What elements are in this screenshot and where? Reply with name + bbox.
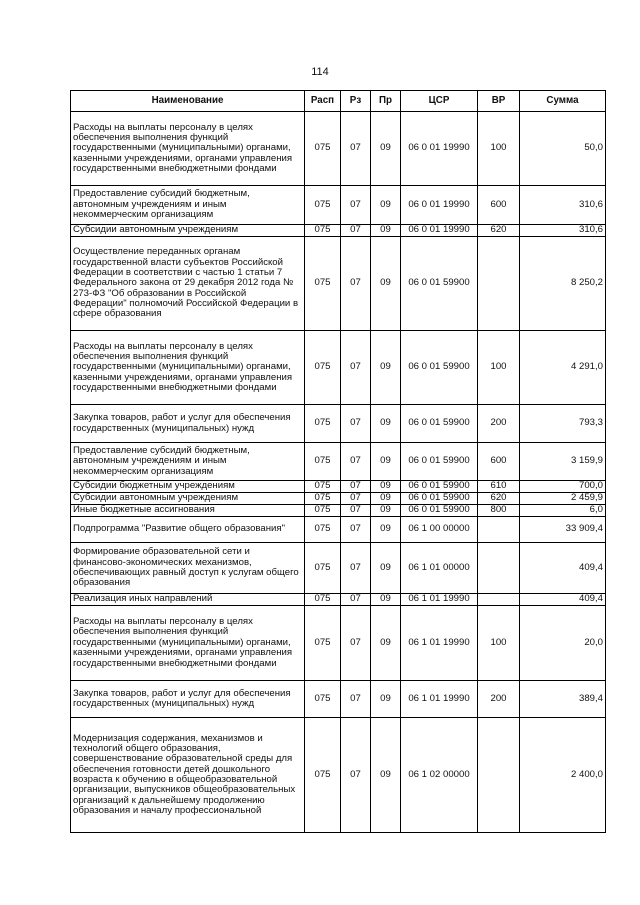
cell-rasp: 075 bbox=[305, 517, 341, 543]
cell-rasp: 075 bbox=[305, 493, 341, 505]
cell-rz: 07 bbox=[341, 493, 371, 505]
budget-table bbox=[70, 90, 606, 833]
cell-name: Субсидии автономным учреждениям bbox=[71, 225, 305, 237]
cell-rasp: 075 bbox=[305, 718, 341, 833]
cell-name: Модернизация содержания, механизмов и технологий общего образования, совершенствование образовательной среды для обеспечения готовности детей дошкольного возраста к обучению в общеобразовательной организации, выпускников общеобразовательных организаций к дальнейшему продолжению образования и началу профессиональной bbox=[71, 718, 305, 833]
cell-name: Расходы на выплаты персоналу в целях обеспечения выполнения функций государственными (муниципальными) органами, казенными учреждениями, органами управления государственными внебюджетными фондами bbox=[71, 606, 305, 681]
cell-rz: 07 bbox=[341, 481, 371, 493]
cell-sum: 409,4 bbox=[520, 594, 606, 606]
table-row bbox=[71, 718, 606, 833]
table-row bbox=[71, 225, 606, 237]
cell-pr: 09 bbox=[371, 543, 401, 594]
table-row bbox=[71, 186, 606, 225]
cell-sum: 50,0 bbox=[520, 112, 606, 186]
table-header bbox=[71, 91, 606, 112]
cell-csr: 06 0 01 59900 bbox=[401, 505, 478, 517]
table-row bbox=[71, 112, 606, 186]
cell-name: Подпрограмма "Развитие общего образования" bbox=[71, 517, 305, 543]
cell-rz: 07 bbox=[341, 405, 371, 443]
cell-rz: 07 bbox=[341, 681, 371, 718]
table-row bbox=[71, 237, 606, 331]
table-body bbox=[71, 112, 606, 833]
cell-pr: 09 bbox=[371, 594, 401, 606]
cell-rasp: 075 bbox=[305, 505, 341, 517]
table-row bbox=[71, 517, 606, 543]
cell-pr: 09 bbox=[371, 517, 401, 543]
table-row bbox=[71, 331, 606, 405]
page-number: 114 bbox=[311, 66, 329, 78]
cell-vr bbox=[478, 237, 520, 331]
cell-csr: 06 0 01 19990 bbox=[401, 225, 478, 237]
cell-csr: 06 0 01 59900 bbox=[401, 481, 478, 493]
cell-csr: 06 1 01 19990 bbox=[401, 594, 478, 606]
cell-vr bbox=[478, 517, 520, 543]
cell-rasp: 075 bbox=[305, 237, 341, 331]
cell-csr: 06 0 01 59900 bbox=[401, 405, 478, 443]
header-name: Наименование bbox=[71, 91, 305, 112]
cell-csr: 06 1 02 00000 bbox=[401, 718, 478, 833]
cell-pr: 09 bbox=[371, 443, 401, 481]
cell-sum: 700,0 bbox=[520, 481, 606, 493]
cell-sum: 3 159,9 bbox=[520, 443, 606, 481]
header-pr: Пр bbox=[371, 91, 401, 112]
header-rasp: Расп bbox=[305, 91, 341, 112]
cell-name: Расходы на выплаты персоналу в целях обеспечения выполнения функций государственными (муниципальными) органами, казенными учреждениями, органами управления государственными внебюджетными фондами bbox=[71, 331, 305, 405]
cell-vr: 620 bbox=[478, 493, 520, 505]
cell-vr: 200 bbox=[478, 405, 520, 443]
cell-name: Закупка товаров, работ и услуг для обеспечения государственных (муниципальных) нужд bbox=[71, 405, 305, 443]
cell-name: Расходы на выплаты персоналу в целях обеспечения выполнения функций государственными (муниципальными) органами, казенными учреждениями, органами управления государственными внебюджетными фондами bbox=[71, 112, 305, 186]
cell-pr: 09 bbox=[371, 112, 401, 186]
cell-pr: 09 bbox=[371, 186, 401, 225]
cell-vr: 100 bbox=[478, 331, 520, 405]
cell-csr: 06 0 01 59900 bbox=[401, 493, 478, 505]
cell-csr: 06 0 01 19990 bbox=[401, 112, 478, 186]
cell-name: Субсидии бюджетным учреждениям bbox=[71, 481, 305, 493]
header-sum: Сумма bbox=[520, 91, 606, 112]
cell-vr: 620 bbox=[478, 225, 520, 237]
cell-rz: 07 bbox=[341, 225, 371, 237]
cell-pr: 09 bbox=[371, 405, 401, 443]
cell-rz: 07 bbox=[341, 112, 371, 186]
cell-csr: 06 0 01 59900 bbox=[401, 237, 478, 331]
cell-rz: 07 bbox=[341, 186, 371, 225]
cell-rz: 07 bbox=[341, 331, 371, 405]
cell-rasp: 075 bbox=[305, 443, 341, 481]
cell-rasp: 075 bbox=[305, 331, 341, 405]
table-row bbox=[71, 481, 606, 493]
table-row bbox=[71, 594, 606, 606]
cell-rasp: 075 bbox=[305, 405, 341, 443]
table-row bbox=[71, 606, 606, 681]
table-row bbox=[71, 443, 606, 481]
cell-sum: 20,0 bbox=[520, 606, 606, 681]
cell-rz: 07 bbox=[341, 718, 371, 833]
cell-pr: 09 bbox=[371, 718, 401, 833]
cell-vr: 800 bbox=[478, 505, 520, 517]
header-rz: Рз bbox=[341, 91, 371, 112]
cell-vr: 610 bbox=[478, 481, 520, 493]
cell-pr: 09 bbox=[371, 505, 401, 517]
cell-csr: 06 0 01 59900 bbox=[401, 331, 478, 405]
cell-sum: 310,6 bbox=[520, 225, 606, 237]
cell-pr: 09 bbox=[371, 225, 401, 237]
cell-rz: 07 bbox=[341, 517, 371, 543]
cell-rasp: 075 bbox=[305, 606, 341, 681]
cell-rasp: 075 bbox=[305, 543, 341, 594]
cell-sum: 389,4 bbox=[520, 681, 606, 718]
cell-rz: 07 bbox=[341, 443, 371, 481]
cell-pr: 09 bbox=[371, 237, 401, 331]
cell-rz: 07 bbox=[341, 543, 371, 594]
cell-name: Предоставление субсидий бюджетным, автономным учреждениям и иным некоммерческим организациям bbox=[71, 443, 305, 481]
table-row bbox=[71, 405, 606, 443]
cell-pr: 09 bbox=[371, 481, 401, 493]
cell-rasp: 075 bbox=[305, 481, 341, 493]
cell-rasp: 075 bbox=[305, 112, 341, 186]
cell-pr: 09 bbox=[371, 606, 401, 681]
cell-vr: 100 bbox=[478, 112, 520, 186]
cell-sum: 8 250,2 bbox=[520, 237, 606, 331]
table-row bbox=[71, 681, 606, 718]
cell-rasp: 075 bbox=[305, 225, 341, 237]
cell-sum: 409,4 bbox=[520, 543, 606, 594]
cell-name: Осуществление переданных органам государственной власти субъектов Российской Федерации в соответствии с частью 1 статьи 7 Федерального закона от 29 декабря 2012 года № 273-ФЗ "Об образовании в Российской Федерации" полномочий Российской Федерации в сфере образования bbox=[71, 237, 305, 331]
cell-sum: 2 459,9 bbox=[520, 493, 606, 505]
cell-rz: 07 bbox=[341, 237, 371, 331]
cell-csr: 06 1 00 00000 bbox=[401, 517, 478, 543]
cell-rasp: 075 bbox=[305, 594, 341, 606]
cell-vr: 100 bbox=[478, 606, 520, 681]
cell-rz: 07 bbox=[341, 594, 371, 606]
cell-rz: 07 bbox=[341, 606, 371, 681]
cell-name: Субсидии автономным учреждениям bbox=[71, 493, 305, 505]
cell-vr bbox=[478, 718, 520, 833]
cell-name: Закупка товаров, работ и услуг для обеспечения государственных (муниципальных) нужд bbox=[71, 681, 305, 718]
cell-vr bbox=[478, 543, 520, 594]
table-row bbox=[71, 505, 606, 517]
cell-vr: 600 bbox=[478, 186, 520, 225]
cell-sum: 2 400,0 bbox=[520, 718, 606, 833]
cell-sum: 6,0 bbox=[520, 505, 606, 517]
header-row bbox=[71, 91, 606, 112]
header-csr: ЦСР bbox=[401, 91, 478, 112]
cell-rz: 07 bbox=[341, 505, 371, 517]
cell-pr: 09 bbox=[371, 493, 401, 505]
cell-vr: 600 bbox=[478, 443, 520, 481]
cell-vr bbox=[478, 594, 520, 606]
header-vr: ВР bbox=[478, 91, 520, 112]
table-row bbox=[71, 543, 606, 594]
cell-csr: 06 0 01 19990 bbox=[401, 186, 478, 225]
cell-sum: 33 909,4 bbox=[520, 517, 606, 543]
cell-csr: 06 0 01 59900 bbox=[401, 443, 478, 481]
cell-pr: 09 bbox=[371, 681, 401, 718]
cell-csr: 06 1 01 00000 bbox=[401, 543, 478, 594]
cell-sum: 4 291,0 bbox=[520, 331, 606, 405]
cell-name: Иные бюджетные ассигнования bbox=[71, 505, 305, 517]
table-row bbox=[71, 493, 606, 505]
cell-name: Предоставление субсидий бюджетным, автономным учреждениям и иным некоммерческим организациям bbox=[71, 186, 305, 225]
cell-rasp: 075 bbox=[305, 186, 341, 225]
cell-pr: 09 bbox=[371, 331, 401, 405]
cell-csr: 06 1 01 19990 bbox=[401, 681, 478, 718]
cell-rasp: 075 bbox=[305, 681, 341, 718]
cell-vr: 200 bbox=[478, 681, 520, 718]
cell-sum: 793,3 bbox=[520, 405, 606, 443]
cell-name: Формирование образовательной сети и финансово-экономических механизмов, обеспечивающих равный доступ к услугам общего образования bbox=[71, 543, 305, 594]
cell-name: Реализация иных направлений bbox=[71, 594, 305, 606]
cell-csr: 06 1 01 19990 bbox=[401, 606, 478, 681]
cell-sum: 310,6 bbox=[520, 186, 606, 225]
